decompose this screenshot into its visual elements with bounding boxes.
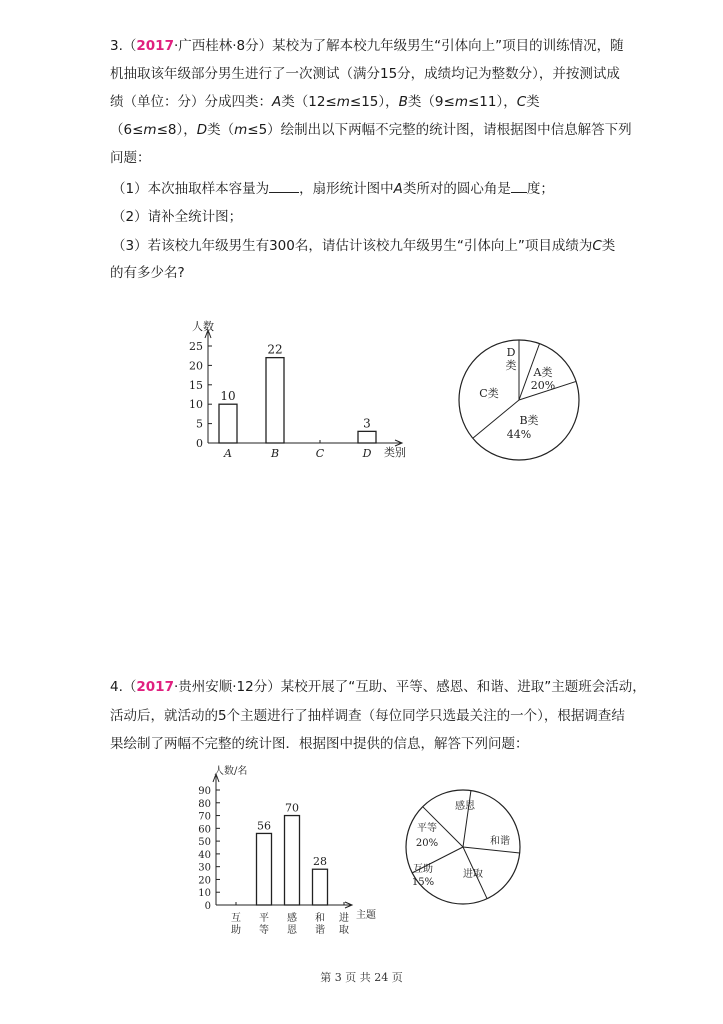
x-tick-label: A — [224, 447, 232, 460]
x-tick-label: 恩 — [287, 925, 297, 936]
x-tick-label: B — [270, 447, 280, 460]
q3-sub-text: 的有多少名? — [110, 265, 185, 281]
q3-text: （6≤ — [110, 122, 144, 138]
q3-source: ·广西桂林·8分 — [173, 38, 259, 54]
cat-c: C — [516, 94, 527, 110]
q3-line-3 — [110, 92, 540, 112]
q4-year: 2017 — [136, 679, 174, 695]
q3-line-4 — [110, 120, 632, 140]
var-m: m — [234, 122, 248, 138]
q4-pie-chart — [395, 775, 530, 925]
bar — [266, 358, 284, 443]
q3-sub-text: 类所对的圆心角是 — [402, 181, 511, 197]
q3-text: ≤15）， — [349, 94, 399, 110]
q3-text: 类（ — [207, 122, 235, 138]
y-tick-label: 70 — [198, 811, 211, 823]
y-tick-label: 40 — [198, 849, 211, 861]
q3-sub-3 — [112, 236, 615, 256]
q4-text: 果绘制了两幅不完整的统计图．根据图中提供的信息，解答下列问题： — [110, 736, 529, 752]
x-tick-label: 谐 — [315, 925, 325, 936]
q3-text: 某校为了解本校九年级男生“引体向上”项目的训练情况，随 — [272, 38, 624, 54]
q4-text: 某校开展了“互助、平等、感恩、和谐、进取”主题班会活动， — [280, 679, 646, 695]
bar — [257, 833, 272, 905]
x-tick-label: C — [315, 447, 325, 460]
q3-sub-3-cont — [110, 263, 185, 283]
cat-d: D — [196, 122, 208, 138]
pie-label: C类 — [479, 387, 499, 400]
q3-text: 问题： — [110, 150, 151, 166]
q3-text: 类（9≤ — [407, 94, 455, 110]
pie-label: 44% — [506, 428, 532, 441]
q4-bar-chart — [190, 752, 390, 942]
pie-label: 和谐 — [490, 836, 510, 847]
q3-bar-chart — [180, 310, 420, 470]
page-footer: 第 3 页 共 24 页 — [320, 971, 403, 984]
cat-c: C — [592, 238, 602, 254]
y-tick-label: 10 — [198, 888, 211, 900]
cat-b: B — [398, 94, 408, 110]
q3-sub-text: ，扇形统计图中 — [299, 181, 394, 197]
y-tick-label: 30 — [198, 862, 211, 874]
y-tick-label: 10 — [189, 398, 203, 412]
pie-label: 15% — [411, 877, 435, 888]
var-m: m — [143, 122, 157, 138]
x-tick-label: 平 — [259, 913, 269, 924]
pie-label: 20% — [530, 379, 556, 392]
q3-sub-text: （1）本次抽取样本容量为 — [112, 181, 270, 197]
q3-sub-text: 度； — [526, 181, 554, 197]
y-tick-label: 15 — [189, 378, 203, 392]
x-tick-label: 等 — [259, 925, 269, 936]
var-m: m — [336, 94, 350, 110]
pie-label: 进取 — [463, 869, 483, 880]
pie-label: D — [506, 346, 516, 359]
y-axis-title: 人数/名 — [214, 766, 248, 777]
x-tick-label: 助 — [231, 925, 241, 936]
q3-year: 2017 — [136, 38, 174, 54]
pie-label: B类 — [519, 414, 539, 427]
data-label: 3 — [363, 416, 371, 431]
x-tick-label: 和 — [315, 913, 325, 924]
pie-label: 互助 — [413, 864, 433, 875]
pie-label: 类 — [505, 359, 517, 372]
q3-sub-text: （3）若该校九年级男生有300名，请估计该校九年级男生“引体向上”项目成绩为 — [112, 238, 593, 254]
data-label: 70 — [285, 801, 299, 815]
q3-sub-text: 类 — [601, 238, 616, 254]
x-axis-title: 类别 — [384, 446, 406, 459]
q4-line-1: 4.（2017·贵州安顺·12分）某校开展了“互助、平等、感恩、和谐、进取”主题班会活动， — [110, 679, 646, 695]
y-tick-label: 5 — [196, 417, 203, 431]
data-label: 10 — [220, 389, 236, 404]
y-tick-label: 0 — [196, 437, 203, 450]
y-axis-title: 人数 — [192, 320, 214, 333]
q4-number: 4. — [110, 679, 123, 695]
data-label: 22 — [267, 342, 283, 357]
x-tick-label: 互 — [231, 913, 241, 924]
q4-text: 活动后，就活动的5个主题进行了抽样调查（每位同学只选最关注的一个），根据调查结 — [110, 708, 625, 724]
cat-a: A — [272, 94, 282, 110]
y-tick-label: 60 — [198, 824, 211, 836]
q3-number: 3. — [110, 38, 123, 54]
q3-line-5 — [110, 148, 151, 168]
x-tick-label: 进 — [339, 913, 349, 924]
bar — [358, 431, 376, 443]
q3-pie-chart — [452, 335, 587, 465]
bar — [285, 816, 300, 905]
q3-text: 绩（单位：分）分成四类： — [110, 94, 272, 110]
x-tick-label: D — [362, 447, 372, 460]
y-tick-label: 25 — [189, 340, 203, 353]
y-tick-label: 90 — [198, 786, 211, 797]
y-tick-label: 50 — [198, 837, 211, 849]
y-tick-label: 0 — [204, 901, 211, 912]
pie-label: 20% — [415, 838, 439, 849]
pie-label: 感恩 — [455, 801, 475, 812]
cat-a: A — [393, 181, 403, 197]
y-tick-label: 20 — [189, 359, 203, 373]
y-tick-label: 20 — [198, 875, 211, 887]
y-tick-label: 80 — [198, 798, 211, 810]
q3-line-1: 3.（2017·广西桂林·8分）某校为了解本校九年级男生“引体向上”项目的训练情况，随 — [110, 38, 624, 54]
data-label: 28 — [313, 855, 327, 869]
pie-label: 平等 — [417, 823, 437, 834]
q3-line-2 — [110, 64, 620, 84]
q3-text: ≤8）， — [156, 122, 197, 138]
q4-source: ·贵州安顺·12分 — [173, 679, 268, 695]
answer-blank — [511, 178, 527, 193]
q3-text: 类（12≤ — [281, 94, 337, 110]
answer-blank — [269, 178, 299, 193]
pie-label: A类 — [533, 366, 553, 379]
q3-text: 类 — [526, 94, 540, 110]
q3-text: 机抽取该年级部分男生进行了一次测试（满分15分，成绩均记为整数分），并按测试成 — [110, 66, 620, 82]
q3-sub-1 — [112, 178, 554, 199]
bar — [219, 404, 237, 443]
x-axis-title: 主题 — [356, 910, 376, 921]
q3-text: ≤11）， — [467, 94, 517, 110]
x-tick-label: 取 — [339, 925, 349, 936]
x-tick-label: 感 — [287, 913, 297, 924]
bar — [313, 869, 328, 905]
var-m: m — [454, 94, 468, 110]
q4-line-3 — [110, 734, 529, 754]
q4-line-2 — [110, 706, 625, 726]
q3-sub-text: （2）请补全统计图； — [112, 209, 243, 225]
data-label: 56 — [257, 819, 271, 833]
q3-sub-2 — [112, 207, 242, 227]
q3-text: ≤5）绘制出以下两幅不完整的统计图，请根据图中信息解答下列 — [247, 122, 632, 138]
